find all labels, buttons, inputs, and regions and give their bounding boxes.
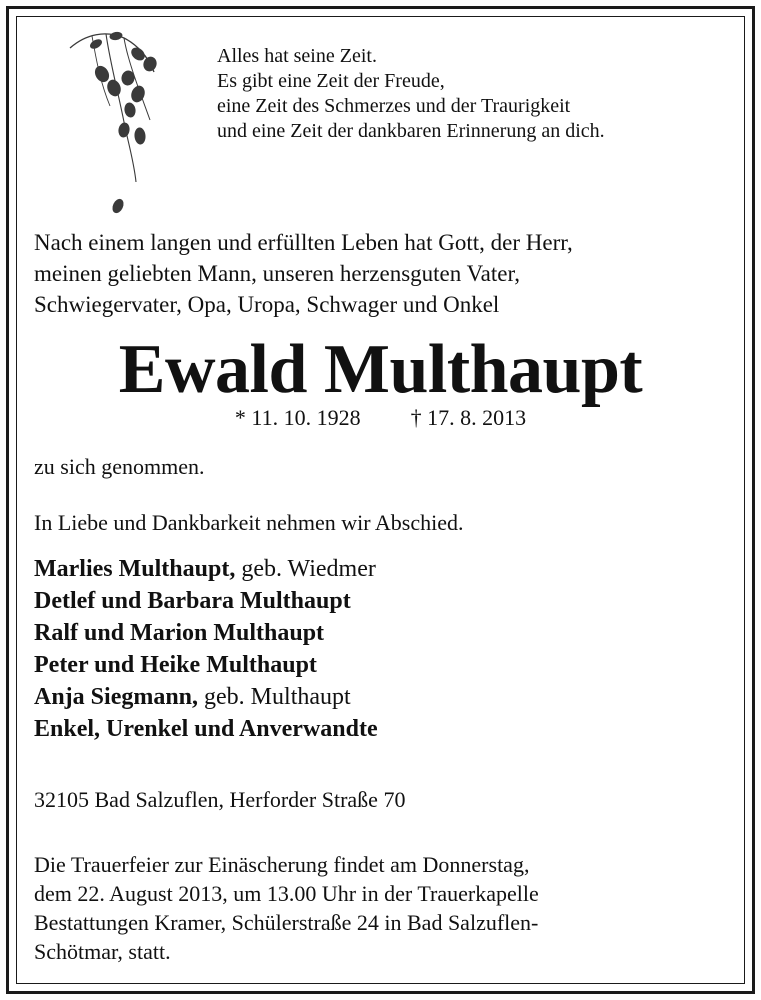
motto-line: Alles hat seine Zeit.: [217, 45, 377, 67]
birch-branch-icon: [66, 22, 166, 222]
service-line: Bestattungen Kramer, Schülerstraße 24 in Bad Salzuflen-: [34, 910, 539, 935]
mourner-entry: [34, 713, 378, 745]
mourners-list: [34, 553, 378, 745]
address: 32105 Bad Salzuflen, Herforder Straße 70: [34, 787, 406, 812]
motto-line: Es gibt eine Zeit der Freude,: [217, 70, 445, 92]
service-line: dem 22. August 2013, um 13.00 Uhr in der Trauerkapelle: [34, 881, 539, 906]
mourner-name: Enkel, Urenkel und Anverwandte: [34, 716, 378, 742]
birth-date: * 11. 10. 1928: [234, 405, 361, 430]
intro-text: [34, 227, 573, 320]
mourner-entry: [34, 553, 378, 585]
intro-line: meinen geliebten Mann, unseren herzensguten Vater,: [34, 261, 520, 286]
mourner-entry: [34, 681, 378, 713]
death-date: † 17. 8. 2013: [410, 405, 527, 430]
life-dates: [0, 404, 761, 432]
mourner-entry: [34, 649, 378, 681]
mourner-note: geb. Wiedmer: [241, 556, 376, 582]
mourner-name: Marlies Multhaupt,: [34, 556, 236, 582]
farewell-text: In Liebe und Dankbarkeit nehmen wir Abschied.: [34, 510, 464, 535]
intro-line: Schwiegervater, Opa, Uropa, Schwager und Onkel: [34, 292, 500, 317]
mourner-note: geb. Multhaupt: [204, 684, 351, 710]
intro-line: Nach einem langen und erfüllten Leben hat Gott, der Herr,: [34, 230, 573, 255]
service-line: Schötmar, statt.: [34, 939, 171, 964]
mourner-entry: [34, 617, 378, 649]
service-line: Die Trauerfeier zur Einäscherung findet am Donnerstag,: [34, 852, 530, 877]
mourner-name: Ralf und Marion Multhaupt: [34, 620, 325, 646]
mourner-name: Anja Siegmann,: [34, 684, 199, 710]
motto-line: und eine Zeit der dankbaren Erinnerung an dich.: [217, 120, 605, 142]
motto-verse: [217, 44, 605, 144]
deceased-name: Ewald Multhaupt: [118, 331, 643, 408]
service-notice: [34, 850, 539, 966]
mourner-name: Peter und Heike Multhaupt: [34, 652, 317, 678]
mourner-name: Detlef und Barbara Multhaupt: [34, 588, 351, 614]
mourner-entry: [34, 585, 378, 617]
motto-line: eine Zeit des Schmerzes und der Traurigkeit: [217, 95, 571, 117]
taken-text: zu sich genommen.: [34, 454, 205, 479]
